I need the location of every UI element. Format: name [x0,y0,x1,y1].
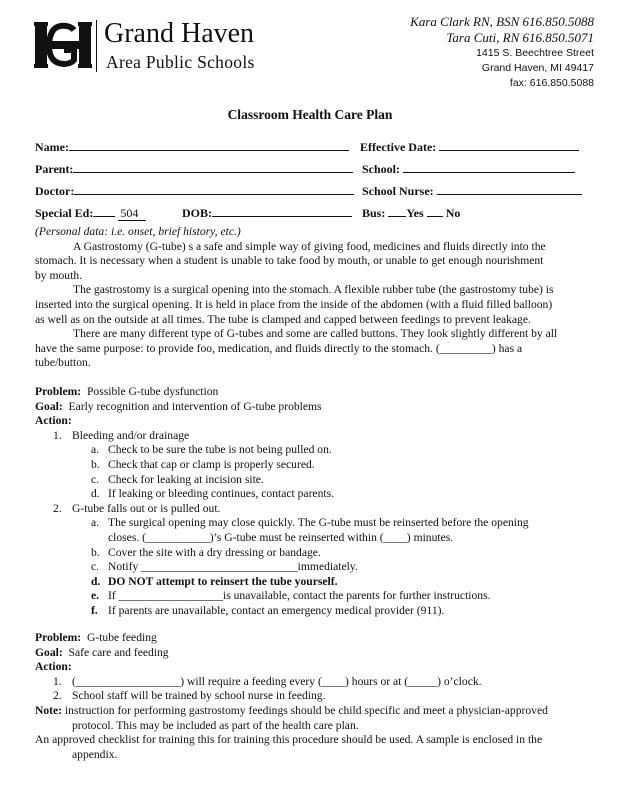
name-field[interactable] [35,139,349,154]
note-label: Note: [35,703,63,717]
list-letter: f. [91,603,98,617]
para3-line3: tube/button. [35,356,91,370]
goal-text: Early recognition and intervention of G-tube problems [68,399,322,413]
action-label: Action: [35,660,72,674]
problem-row [35,631,590,646]
action-row [35,660,590,675]
note-text: instruction for performing gastrostomy feedings should be child specific and meet a physician-approved [64,703,548,717]
org-subtitle: Area Public Schools [106,52,255,72]
goal-label: Goal: [35,399,63,413]
para1-line2: stomach. It is necessary when a student is unable to take food by mouth, or unable to get enough nourishment [35,254,544,268]
action-row [35,414,590,429]
list-item [35,689,590,704]
special-ed-label: Special Ed: [35,206,94,220]
list-text: DO NOT attempt to reinsert the tube yourself. [108,574,338,588]
para2-line2: inserted into the surgical opening. It is held in place from the inside of the abdomen (with a fluid filled balloon) [35,297,553,311]
final-note [35,748,590,763]
district-logo-icon [34,22,92,68]
school-field[interactable] [362,161,575,176]
list-item [35,604,590,619]
list-letter: a. [91,443,100,457]
list-letter: c. [91,472,100,486]
para1-line1: A Gastrostomy (G-tube) s a safe and simple way of giving food, medicines and fluids directly into the [73,239,546,253]
final-text: appendix. [72,747,118,761]
list-item [35,675,590,690]
list-number: 2. [53,689,62,703]
list-text-prefix: If [108,589,116,603]
list-item [35,458,590,473]
note-row [35,704,590,719]
goal-row [35,400,590,415]
list-text: The surgical opening may close quickly. The G-tube must be reinserted before the opening [108,516,529,530]
effective-date-field[interactable] [360,139,579,154]
bus-no: No [445,206,461,220]
goal-text: Safe care and feeding [68,645,169,659]
name-label: Name: [35,140,69,154]
goal-row [35,646,590,661]
list-letter: c. [91,560,100,574]
personal-data-note: (Personal data: i.e. onset, brief history, etc.) [35,225,241,238]
list-text: __________________is unavailable, contact the parents for further instructions. [118,589,491,603]
school-nurse-label: School Nurse: [362,184,434,198]
para3-line2: have the same purpose: to provide foo, medication, and fluids directly to the stomach. (_________) has a [35,341,523,355]
contact-nurse-2: Tara Cuti, RN 616.850.5071 [446,30,594,45]
section-feeding [35,631,590,762]
bus-label: Bus: [362,206,386,220]
list-item [35,589,590,604]
problem-label: Problem: [35,385,82,398]
list-text: (__________________) will require a feeding every (____) hours or at (_____) o’clock. [72,674,482,688]
list-item [35,429,590,444]
para2-line3: as well as on the outside at all times. The tube is clamped and capped between feedings to prevent leakage. [35,312,531,326]
para2-line1: The gastrostomy is a surgical opening into the stomach. A flexible rubber tube (the gastrostomy tube) is [73,283,554,297]
para1-line3: by mouth. [35,268,83,282]
list-text: School staff will be trained by school nurse in feeding. [72,689,326,703]
parent-field[interactable] [35,161,353,176]
list-item [35,443,590,458]
list-letter: a. [91,516,100,530]
list-text: Cover the site with a dry dressing or bandage. [108,545,321,559]
bus-field[interactable] [362,205,460,220]
problem-row [35,385,590,400]
list-text: Check for leaking at incision site. [108,472,264,486]
list-letter: d. [91,574,101,588]
list-text: Check that cap or clamp is properly secured. [108,457,315,471]
list-item [35,473,590,488]
list-text: Bleeding and/or drainage [72,428,190,442]
school-label: School: [362,162,401,176]
contact-nurse-1: Kara Clark RN, BSN 616.850.5088 [410,14,594,29]
list-text: Check to be sure the tube is not being pulled on. [108,443,332,457]
address-city: Grand Haven, MI 49417 [481,62,594,74]
list-text: closes. (___________)’s G-tube must be reinserted within (____) minutes. [108,530,454,544]
para3-line1: There are many different type of G-tubes and some are called buttons. They look slightly different by all [73,327,558,341]
list-number: 2. [53,501,62,515]
problem-text: Possible G-tube dysfunction [86,385,219,398]
final-note [35,733,590,748]
list-item [35,531,590,546]
list-item [35,487,590,502]
list-letter: d. [91,487,100,501]
dob-field[interactable] [182,205,352,220]
list-number: 1. [53,674,62,688]
page-title: Classroom Health Care Plan [227,107,393,122]
list-item [35,502,590,517]
list-text: G-tube falls out or is pulled out. [72,501,221,515]
list-text: Notify ___________________________immediately. [108,560,358,574]
action-label: Action: [35,414,72,428]
bus-yes: Yes [406,206,424,220]
list-item [35,546,590,561]
doctor-label: Doctor: [35,184,75,198]
note-row [35,719,590,734]
list-letter: e. [91,589,100,603]
goal-label: Goal: [35,645,63,659]
org-name: Grand Haven [104,18,255,49]
list-item [35,560,590,575]
list-letter: b. [91,457,100,471]
list-item [35,516,590,531]
problem-label: Problem: [35,631,82,644]
fax-number: fax: 616.850.5088 [509,77,594,89]
final-text: An approved checklist for training this for training this procedure should be used. A sample is enclosed in the [35,733,543,747]
list-letter: b. [91,545,100,559]
list-item [35,575,590,590]
section-dysfunction [35,385,590,619]
logo-divider [96,20,97,72]
list-number: 1. [53,428,62,442]
doctor-field[interactable] [35,183,354,198]
problem-text: G-tube feeding [86,631,157,644]
list-text: If parents are unavailable, contact an emergency medical provider (911). [108,603,445,617]
effective-date-label: Effective Date: [360,140,437,154]
contact-block [410,14,594,91]
list-text: If leaking or bleeding continues, contact parents. [108,487,334,501]
school-nurse-field[interactable] [362,183,582,198]
address-street: 1415 S. Beechtree Street [476,47,594,59]
body-paragraphs [35,225,590,371]
dob-label: DOB: [182,206,212,220]
note-text: protocol. This may be included as part of the health care plan. [72,718,359,732]
special-ed-field[interactable] [35,205,146,220]
parent-label: Parent: [35,162,74,176]
special-ed-value: 504 [118,206,146,221]
